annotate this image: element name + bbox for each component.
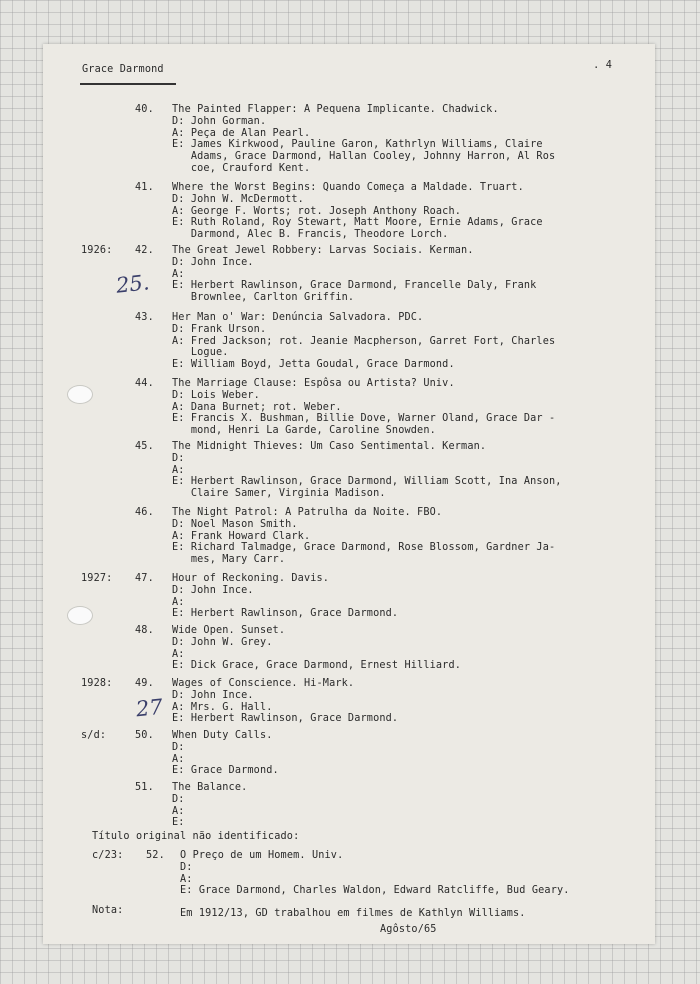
entry-line: D: Lois Weber. [172,389,260,401]
header-underline [80,83,176,85]
entry-year: 1928: [81,678,113,689]
entry-number: 42. [135,245,154,256]
entry-line: E: William Boyd, Jetta Goudal, Grace Darmond. [172,359,455,371]
unidentified-heading: Título original não identificado: [92,831,300,842]
entry-title: The Night Patrol: A Patrulha da Noite. FBO. [172,507,443,518]
entry-title: Hour of Reckoning. Davis. [172,573,330,584]
entry-line: D: [172,452,185,464]
entry-line: D: John W. Grey. [172,636,273,648]
entry-line: E: Francis X. Bushman, Billie Dove, Warner Oland, Grace Dar - [172,413,556,425]
entry-number: 50. [135,730,154,741]
entry-line: D: Frank Urson. [172,323,267,335]
entry-line: D: Noel Mason Smith. [172,518,298,530]
entry-year: c/23: [92,850,124,861]
entry-line: A: [172,596,185,608]
entry-number: 41. [135,182,154,193]
entry-title: The Great Jewel Robbery: Larvas Sociais. Kerman. [172,245,474,256]
handwritten-mark-25: 25. [114,270,151,298]
entry-line: E: James Kirkwood, Pauline Garon, Kathrlyn Williams, Claire [172,139,543,151]
entry-line: D: John W. McDermott. [172,193,304,205]
entry-number: 51. [135,782,154,793]
entry-title: O Preço de um Homem. Univ. [180,850,344,861]
punch-hole-upper [67,385,93,404]
entry-year: 1927: [81,573,113,584]
entry-line: D: John Gorman. [172,115,267,127]
handwritten-mark-27: 27 [134,694,164,722]
entry-line: E: [172,817,185,829]
entry-title: Wide Open. Sunset. [172,625,286,636]
entry-number: 45. [135,441,154,452]
entry-line: A: Dana Burnet; rot. Weber. [172,401,342,413]
entry-line: A: [180,873,193,885]
entry-line: D: [172,741,185,753]
entry-line: coe, Crauford Kent. [172,163,311,174]
entry-line: D: John Ince. [172,689,254,701]
entry-line: D: John Ince. [172,584,254,596]
entry-title: When Duty Calls. [172,730,273,741]
entry-line: A: George F. Worts; rot. Joseph Anthony Roach. [172,205,462,217]
entry-line: A: Peça de Alan Pearl. [172,127,311,139]
entry-line: A: Mrs. G. Hall. [172,701,273,713]
note-label: Nota: [92,905,124,916]
punch-hole-lower [67,606,93,625]
entry-title: The Marriage Clause: Espôsa ou Artista? Univ. [172,378,455,389]
entry-line: A: [172,464,185,476]
entry-line: E: Herbert Rawlinson, Grace Darmond. [172,608,399,620]
entry-line: A: [172,648,185,660]
entry-line: mond, Henri La Garde, Caroline Snowden. [172,425,436,437]
entry-line: E: Richard Talmadge, Grace Darmond, Rose Blossom, Gardner Ja- [172,542,556,554]
entry-line: D: John Ince. [172,256,254,268]
page-number: . 4 [593,60,612,71]
entry-number: 49. [135,678,154,689]
entry-line: Logue. [172,347,229,359]
entry-number: 43. [135,312,154,323]
header-name: Grace Darmond [82,64,164,75]
entry-line: A: Frank Howard Clark. [172,530,311,542]
entry-line: mes, Mary Carr. [172,554,286,566]
entry-line: Brownlee, Carlton Griffin. [172,292,355,304]
date-line: Agôsto/65 [380,924,437,935]
entry-number: 46. [135,507,154,518]
entry-line: Adams, Grace Darmond, Hallan Cooley, Johnny Harron, Al Ros [172,151,556,163]
entry-line: A: [172,268,185,280]
entry-number: 40. [135,104,154,115]
entry-number: 47. [135,573,154,584]
entry-year: s/d: [81,730,107,741]
entry-line: A: [172,805,185,817]
entry-line: D: [172,793,185,805]
entry-line: E: Herbert Rawlinson, Grace Darmond, William Scott, Ina Anson, [172,476,562,488]
entry-number: 48. [135,625,154,636]
entry-line: Claire Samer, Virginia Madison. [172,488,386,500]
entry-line: E: Ruth Roland, Roy Stewart, Matt Moore, Ernie Adams, Grace [172,217,543,229]
entry-number: 44. [135,378,154,389]
entry-line: Darmond, Alec B. Francis, Theodore Lorch. [172,229,449,241]
entry-line: E: Grace Darmond. [172,765,279,777]
entry-line: A: Fred Jackson; rot. Jeanie Macpherson, Garret Fort, Charles [172,335,556,347]
entry-title: Wages of Conscience. Hi-Mark. [172,678,355,689]
entry-line: E: Herbert Rawlinson, Grace Darmond. [172,713,399,725]
entry-line: E: Dick Grace, Grace Darmond, Ernest Hilliard. [172,660,462,672]
note-text: Em 1912/13, GD trabalhou em filmes de Kathlyn Williams. [180,908,526,919]
entry-number: 52. [146,850,165,861]
entry-line: A: [172,753,185,765]
entry-title: The Painted Flapper: A Pequena Implicante. Chadwick. [172,104,499,115]
entry-title: The Midnight Thieves: Um Caso Sentimental. Kerman. [172,441,487,452]
entry-title: Where the Worst Begins: Quando Começa a Maldade. Truart. [172,182,524,193]
entry-title: Her Man o' War: Denúncia Salvadora. PDC. [172,312,424,323]
entry-line: E: Grace Darmond, Charles Waldon, Edward Ratcliffe, Bud Geary. [180,885,570,897]
entry-year: 1926: [81,245,113,256]
entry-title: The Balance. [172,782,248,793]
entry-line: D: [180,861,193,873]
entry-line: E: Herbert Rawlinson, Grace Darmond, Francelle Daly, Frank [172,280,537,292]
